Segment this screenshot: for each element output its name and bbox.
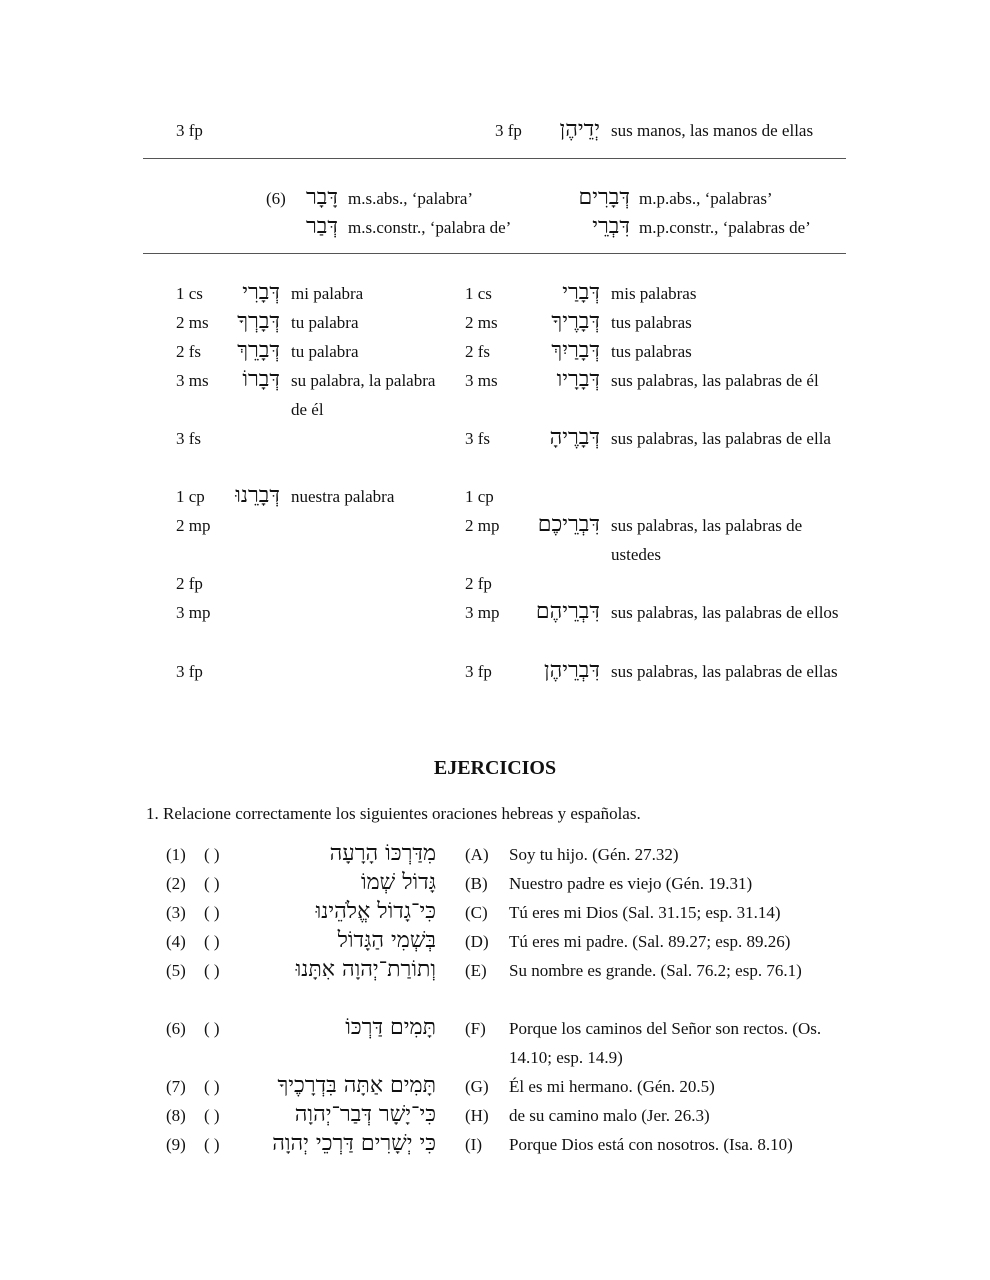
sg-person: 3 fs [176, 429, 202, 448]
pl-gloss: sus palabras, las palabras de ellos [611, 603, 839, 622]
option-letter: (G) [465, 1077, 489, 1096]
forms-pl-constr-label: m.p.constr., ‘palabras de’ [639, 218, 811, 237]
pl-gloss: sus palabras, las palabras de ella [611, 429, 831, 448]
answer-blank[interactable]: ( ) [204, 1106, 220, 1125]
forms-number: (6) [266, 189, 286, 208]
sg-person: 2 ms [176, 313, 209, 332]
option-text: Nuestro padre es viejo (Gén. 19.31) [509, 874, 753, 893]
forms-sg-constr-label: m.s.constr., ‘palabra de’ [348, 218, 512, 237]
pl-person: 1 cs [465, 284, 492, 303]
sg-hebrew: דְּבָרוֹ [242, 367, 280, 392]
sg-gloss: nuestra palabra [291, 487, 395, 506]
pl-gloss: tus palabras [611, 342, 692, 361]
answer-blank[interactable]: ( ) [204, 1077, 220, 1096]
forms-pl-abs-heb: דְּבָרִים [578, 185, 630, 210]
pl-person: 3 mp [465, 603, 500, 622]
pl-hebrew: דִּבְרֵיהֶן [543, 658, 600, 683]
sg-gloss: su palabra, la palabra de él [291, 371, 436, 419]
sg-person: 2 mp [176, 516, 211, 535]
option-letter: (H) [465, 1106, 489, 1125]
pl-person: 2 fp [465, 574, 492, 593]
pl-hebrew: דְּבָרַיִךְ [551, 338, 600, 363]
pl-hebrew: דְּבָרָיו [556, 367, 600, 392]
pl-gloss: sus palabras, las palabras de ustedes [611, 516, 803, 564]
sg-person: 1 cp [176, 487, 205, 506]
answer-blank[interactable]: ( ) [204, 932, 220, 951]
sg-hebrew: דְּבָרִי [242, 280, 280, 305]
top-gloss: sus manos, las manos de ellas [611, 121, 814, 140]
sg-person: 2 fp [176, 574, 203, 593]
sg-gloss: tu palabra [291, 313, 359, 332]
answer-blank[interactable]: ( ) [204, 845, 220, 864]
option-text: Soy tu hijo. (Gén. 27.32) [509, 845, 679, 864]
pl-person: 2 ms [465, 313, 498, 332]
pl-hebrew: דִּבְרֵיכֶם [537, 512, 600, 537]
option-letter: (B) [465, 874, 488, 893]
sg-person: 2 fs [176, 342, 202, 361]
pl-person: 3 ms [465, 371, 498, 390]
item-number: (9) [166, 1135, 186, 1154]
hebrew-sentence: כִּי יְשָׁרִים דַּרְכֵי יְהוָה [272, 1131, 436, 1156]
top-hebrew: יְדֵיהֶן [559, 117, 600, 142]
answer-blank[interactable]: ( ) [204, 874, 220, 893]
top-left-person: 3 fp [176, 121, 203, 140]
sg-gloss: mi palabra [291, 284, 364, 303]
answer-blank[interactable]: ( ) [204, 903, 220, 922]
pl-person: 3 fp [465, 662, 492, 681]
divider-top [143, 158, 846, 159]
top-right-person: 3 fp [495, 121, 522, 140]
option-letter: (D) [465, 932, 489, 951]
pl-hebrew: דִּבְרֵיהֶם [535, 599, 600, 624]
sg-person: 1 cs [176, 284, 203, 303]
hebrew-sentence: כִּי־גָדוֹל אֱלֹהֵינוּ [315, 899, 436, 924]
item-number: (5) [166, 961, 186, 980]
pl-hebrew: דְּבָרֶיהָ [549, 425, 600, 450]
hebrew-sentence: בְּשְׁמִי הַגָּדוֹל [337, 928, 436, 953]
item-number: (3) [166, 903, 186, 922]
pl-gloss: mis palabras [611, 284, 697, 303]
hebrew-sentence: גָּדוֹל שְׁמוֹ [360, 870, 436, 895]
option-letter: (C) [465, 903, 488, 922]
forms-sg-abs-heb: דָּבָר [306, 185, 338, 210]
forms-sg-constr-heb: דְּבַר [306, 214, 338, 239]
forms-pl-abs-label: m.p.abs., ‘palabras’ [639, 189, 773, 208]
answer-blank[interactable]: ( ) [204, 961, 220, 980]
hebrew-sentence: תָּמִים אַתָּה בִּדְרָכֶיךָ [277, 1073, 436, 1098]
sg-hebrew: דְּבָרֵךְ [237, 338, 280, 363]
option-text: Él es mi hermano. (Gén. 20.5) [509, 1077, 715, 1096]
pl-hebrew: דְּבָרַי [562, 280, 600, 305]
pl-person: 2 fs [465, 342, 491, 361]
option-letter: (I) [465, 1135, 482, 1154]
exercises-title: EJERCICIOS [433, 757, 557, 779]
answer-blank[interactable]: ( ) [204, 1019, 220, 1038]
item-number: (8) [166, 1106, 186, 1125]
pl-gloss: sus palabras, las palabras de ellas [611, 662, 838, 681]
pl-person: 3 fs [465, 429, 491, 448]
pl-person: 2 mp [465, 516, 500, 535]
sg-gloss: tu palabra [291, 342, 359, 361]
item-number: (4) [166, 932, 186, 951]
sg-person: 3 fp [176, 662, 203, 681]
hebrew-sentence: וְתוֹרַת־יְהוָה אִתָּנוּ [295, 957, 436, 982]
option-text: Porque los caminos del Señor son rectos. (Os. 14.10; esp. 14.9) [509, 1019, 822, 1067]
option-text: Tú eres mi Dios (Sal. 31.15; esp. 31.14) [509, 903, 781, 922]
divider-middle [143, 253, 846, 254]
option-letter: (E) [465, 961, 487, 980]
sg-person: 3 mp [176, 603, 211, 622]
sg-hebrew: דְּבָרְךָ [237, 309, 280, 334]
pl-hebrew: דְּבָרֶיךָ [551, 309, 600, 334]
option-text: de su camino malo (Jer. 26.3) [509, 1106, 710, 1125]
item-number: (6) [166, 1019, 186, 1038]
item-number: (1) [166, 845, 186, 864]
option-letter: (F) [465, 1019, 486, 1038]
forms-sg-abs-label: m.s.abs., ‘palabra’ [348, 189, 474, 208]
sg-hebrew: דְּבָרֵנוּ [235, 483, 280, 508]
hebrew-sentence: תָּמִים דַּרְכּוֹ [345, 1015, 436, 1040]
exercises-instruction: 1. Relacione correctamente los siguientes oraciones hebreas y españolas. [146, 804, 641, 823]
pl-gloss: sus palabras, las palabras de él [611, 371, 819, 390]
hebrew-sentence: כִּי־יָשָׁר דְּבַר־יְהוָה [294, 1102, 436, 1127]
pl-gloss: tus palabras [611, 313, 692, 332]
forms-pl-constr-heb: דִּבְרֵי [592, 214, 630, 239]
hebrew-sentence: מִדַּרְכּוֹ הָרָעָה [329, 841, 436, 866]
option-letter: (A) [465, 845, 489, 864]
option-text: Tú eres mi padre. (Sal. 89.27; esp. 89.26) [509, 932, 791, 951]
item-number: (7) [166, 1077, 186, 1096]
answer-blank[interactable]: ( ) [204, 1135, 220, 1154]
sg-person: 3 ms [176, 371, 209, 390]
item-number: (2) [166, 874, 186, 893]
option-text: Su nombre es grande. (Sal. 76.2; esp. 76.1) [509, 961, 802, 980]
option-text: Porque Dios está con nosotros. (Isa. 8.10) [509, 1135, 793, 1154]
pl-person: 1 cp [465, 487, 494, 506]
